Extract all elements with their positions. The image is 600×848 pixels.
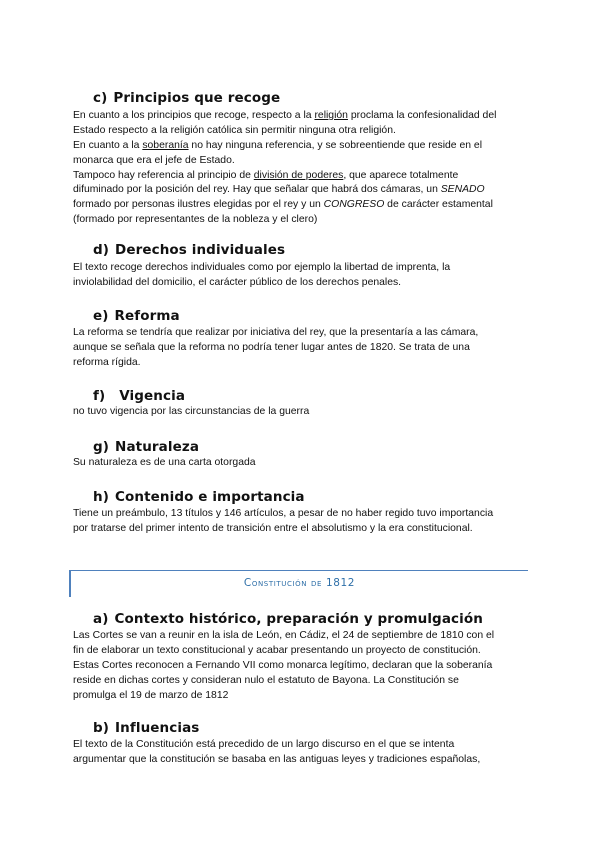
heading-naturaleza: g) Naturaleza: [93, 439, 200, 455]
senado-term: SENADO: [440, 184, 485, 196]
paragraph-derechos: [73, 261, 529, 291]
heading-letter: c): [93, 90, 108, 106]
text-line: El texto recoge derechos individuales como por ejemplo la libertad de imprenta, la: [73, 262, 451, 273]
text-line: Las Cortes se van a reunir en la isla de León, en Cádiz, el 24 de septiembre de 1810 con el: [73, 630, 495, 641]
text-line: Estas Cortes reconocen a Fernando VII como monarca legítimo, declaran que la soberanía: [73, 659, 493, 671]
text-line: por tratarse del primer intento de transición entre el absolutismo y la era constitucional.: [73, 522, 473, 534]
text-line: formado por personas ilustres elegidas por el rey y un CONGRESO de carácter estamental: [73, 199, 493, 211]
text-line: En cuanto a la soberanía no hay ninguna referencia, y se sobreentiende que reside en el: [73, 139, 482, 151]
heading-influencias: b) Influencias: [93, 720, 200, 736]
paragraph-contenido: [73, 507, 529, 537]
text-line: Su naturaleza es de una carta otorgada: [73, 457, 256, 468]
text-line: La reforma se tendría que realizar por iniciativa del rey, que la presentaría a las cámara,: [73, 327, 479, 338]
heading-contexto: a) Contexto histórico, preparación y promulgación: [93, 611, 483, 627]
text-line: (formado por representantes de la nobleza y el clero): [73, 214, 318, 226]
text-line: reside en dichas cortes y consideran nulo el estatuto de Bayona. La Constitución se: [73, 674, 459, 686]
section-title: Constitución de 1812: [243, 577, 356, 589]
heading-contenido: h) Contenido e importancia: [93, 489, 305, 505]
religion-link[interactable]: religión: [314, 110, 348, 121]
paragraph-naturaleza: [73, 456, 529, 471]
heading-reforma: e) Reforma: [93, 308, 180, 324]
text-line: no tuvo vigencia por las circunstancias de la guerra: [73, 406, 310, 417]
division-poderes-link[interactable]: división de poderes: [253, 169, 344, 181]
text-line: monarca que era el jefe de Estado.: [73, 154, 235, 166]
text-line: argumentar que la constitución se basaba en las antiguas leyes y tradiciones españolas,: [73, 753, 481, 765]
text-line: Estado respecto a la religión católica sin permitir ninguna otra religión.: [73, 124, 396, 136]
text-line: fin de elaborar un texto constitucional y acabar presentando un proyecto de constitución.: [73, 644, 481, 656]
congreso-term: CONGRESO: [323, 199, 385, 211]
heading-derechos: d) Derechos individuales: [93, 242, 286, 258]
text-line: El texto de la Constitución está precedido de un largo discurso en el que se intenta: [73, 739, 455, 750]
paragraph-contexto: [73, 629, 529, 703]
text-line: promulga el 19 de marzo de 1812: [73, 689, 229, 701]
text-line: En cuanto a los principios que recoge, respecto a la religión proclama la confesionalidad del: [73, 110, 497, 121]
paragraph-influencias: [73, 738, 529, 768]
heading-vigencia: f) Vigencia: [93, 388, 186, 404]
text-line: reforma rígida.: [73, 356, 141, 368]
paragraph-reforma: [73, 326, 529, 371]
heading-text: Principios que recoge: [113, 90, 281, 106]
text-line: aunque se señala que la reforma no podría tener lugar antes de 1820. Se trata de una: [73, 341, 470, 353]
section-banner: [69, 570, 528, 597]
text-line: inviolabilidad del domicilio, el carácter público de los derechos penales.: [73, 276, 402, 288]
text-line: difuminado por la posición del rey. Hay que señalar que habrá dos cámaras, un SENADO: [73, 184, 485, 196]
text-line: Tampoco hay referencia al principio de división de poderes, que aparece totalmente: [73, 169, 459, 181]
paragraph-vigencia: [73, 405, 529, 420]
heading-principios: [93, 90, 280, 106]
paragraph-principios: [73, 109, 529, 228]
soberania-link[interactable]: soberanía: [142, 139, 189, 151]
text-line: Tiene un preámbulo, 13 títulos y 146 artículos, a pesar de no haber regido tuvo importancia: [73, 508, 494, 519]
